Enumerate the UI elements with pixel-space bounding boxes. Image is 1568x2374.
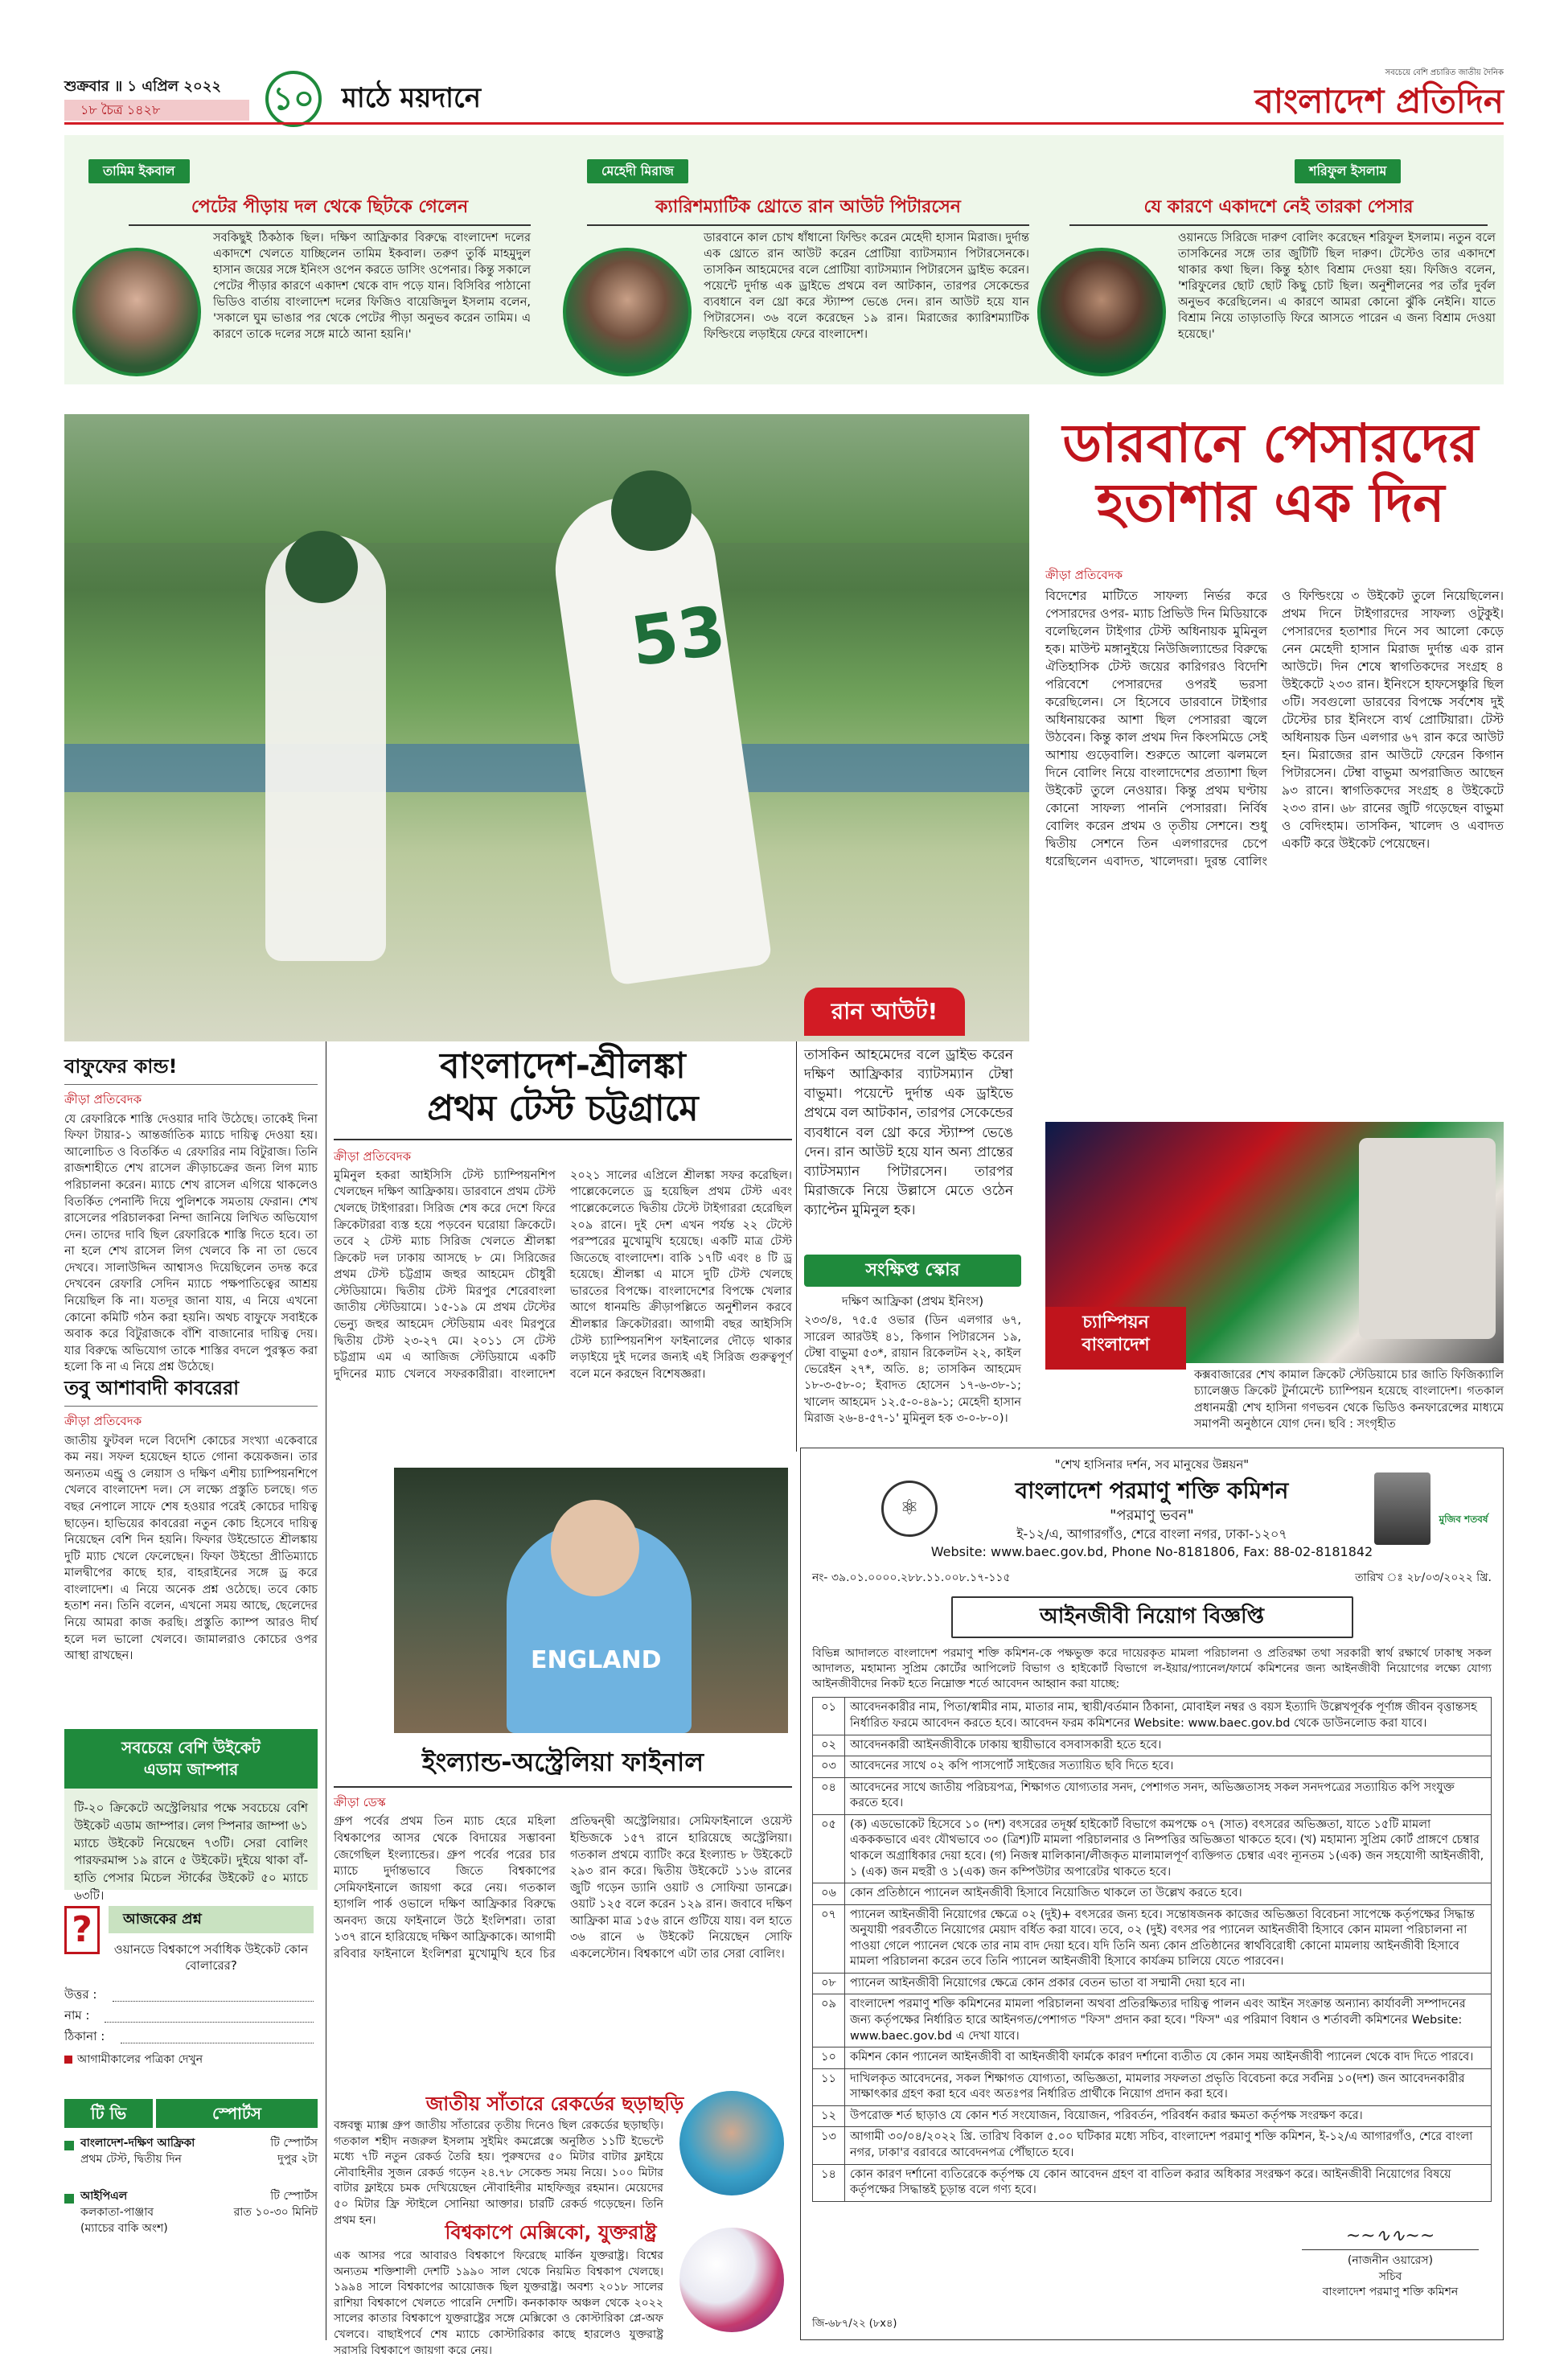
quiz-name-line[interactable] (105, 2022, 314, 2023)
bafufer-byline: ক্রীড়া প্রতিবেদক (64, 1092, 142, 1107)
main-headline-line1: ডারবানে পেসারদের (1062, 413, 1479, 474)
ad-table-row (813, 1994, 1492, 2047)
ad-row-number: ০৮ (813, 1973, 845, 1994)
ad-table-row (813, 2164, 1492, 2201)
football-photo (679, 2228, 784, 2332)
ad-row-number: ১১ (813, 2068, 845, 2105)
most-wickets-title-1: সবচেয়ে বেশি উইকেট (121, 1738, 261, 1757)
tv-item (64, 2189, 318, 2253)
square-icon (64, 2056, 72, 2064)
player-1-cap (285, 531, 358, 603)
wc-title: বিশ্বকাপে মেক্সিকো, যুক্তরাষ্ট্র (445, 2221, 657, 2244)
ad-table (812, 1697, 1492, 2201)
ad-mujib-logo: মুজিব শতবর্ষ (1439, 1514, 1488, 1525)
main-byline: ক্রীড়া প্রতিবেদক (1045, 568, 1123, 582)
champion-label (1045, 1307, 1186, 1370)
quiz-name-label: নাম : (64, 2008, 90, 2023)
ad-row-text: (ক) এডভোকেট হিসেবে ১০ (দশ) বৎসরের তদূর্ধ্ব হাইকোর্ট বিভাগে কমপক্ষে ০৭ (সাত) বৎসরের অভিজ্ঞতা, যাতে ১৫টি মামলা একককভাবে এবং যৌথভাবে ৩০ (ত্রিশ)টি মামলা পরিচালনার ও নিষ্পত্তির অভিজ্ঞতা থাকতে হবে। (খ) মহামান্য সুপ্রিম কোর্ট প্রাঙ্গণে চেম্বার থাকলে অগ্রাধিকার দেয়া হবে। (গ) নিজস্ব মালিকানা/লীজকৃত মালামালপূর্ণ ব্যক্তিগত চেম্বার এবং ন্যূনতম ১(এক) জন সহযোগী আইনজীবী, ১ (এক) জন মহুরী ও ১(এক) জন কম্পিউটার অপারেটর থাকতে হবে। (845, 1814, 1492, 1883)
champion-caption: কক্সবাজারের শেখ কামাল ক্রিকেট স্টেডিয়ামে চার জাতি ফিজিক্যালি চ্যালেঞ্জড ক্রিকেট টুর্নামেন্টে চ্যাম্পিয়ন হয়েছে বাংলাদেশ। গতকাল প্রধানমন্ত্রী শেখ হাসিনা গণভবন থেকে ভিডিও কনফারেন্সের মাধ্যমে সমাপনী অনুষ্ঠানে যোগ দেন। ছবি : সংগৃহীত (1194, 1369, 1504, 1431)
ad-row-text: উপরোক্ত শর্ত ছাড়াও যে কোন শর্ত সংযোজন, বিয়োজন, পরিবর্তন, পরিবর্ধন করার ক্ষমতা কর্তৃপক্ষ সংরক্ষণ করে। (845, 2105, 1492, 2127)
top-title: পেটের পীড়ায় দল থেকে ছিটকে গেলেন (129, 195, 531, 226)
ad-row-number: ০২ (813, 1735, 845, 1756)
tv-item-time: রাত ১০-৩০ মিনিট (233, 2206, 318, 2219)
masthead-tag: সবচেয়ে বেশি প্রচারিত জাতীয় দৈনিক (1385, 68, 1504, 77)
kabaddi-story (64, 1375, 318, 1739)
runout-text: তাসকিন আহমেদের বলে ড্রাইভ করেন দক্ষিণ আফ্রিকার ব্যাটসম্যান টেম্বা বাভুমা। পয়েন্টে দুর্দান্ত এক ড্রাইভে প্রথমে বল আটকান, তারপর সেকেন্ডের ব্যবধানে বল থ্রো করে স্ট্যাম্প ভেঙে দেন। রান আউট হয়ে যান অন্য প্রান্তের ব্যাটসম্যান পিটারসেন। তারপর মিরাজকে নিয়ে উল্লাসে মেতে ওঠেন ক্যাপ্টেন মুমিনুল হক। (804, 1047, 1013, 1218)
quiz-address-label: ঠিকানা : (64, 2029, 105, 2043)
photo-boundary-boards (64, 744, 1029, 792)
ad-row-text: আবেদনকারী আইনজীবীকে ঢাকায় স্থায়ীভাবে বসবাসকারী হতে হবে। (845, 1735, 1492, 1756)
main-headline (1037, 414, 1504, 533)
quiz-note-text: আগামীকালের পত্রিকা দেখুন (77, 2053, 203, 2066)
ad-sig-org: বাংলাদেশ পরমাণু শক্তি কমিশন (1322, 2286, 1459, 2299)
ad-table-row (813, 1973, 1492, 1994)
tv-item-name: আইপিএল (80, 2190, 128, 2203)
swim-story (334, 2091, 792, 2227)
ad-row-text: প্যানেল আইনজীবী নিয়োগের ক্ষেত্রে কোন প্রকার বেতন ভাতা বা সম্মানী দেয়া হবে না। (845, 1973, 1492, 1994)
score-team: দক্ষিণ আফ্রিকা (প্রথম ইনিংস) (841, 1294, 984, 1308)
final-story (334, 1745, 792, 2087)
photo-caption-runout: রান আউট! (804, 988, 965, 1036)
header-rule (64, 122, 1504, 125)
ad-ref: নং- ৩৯.০১.০০০০.২৮৮.১১.০০৮.১৭-১১৫ (812, 1571, 1011, 1584)
top-text: ওয়ানডে সিরিজে দারুণ বোলিং করেছেন শরিফুল ইসলাম। নতুন বলে তাসকিনের সঙ্গে তার জুটিটি ছিল দারুণ। টেস্টেও তার একাদশে থাকার কথা ছিল। কিন্তু হঠাৎ বিশ্রাম দেওয়া হয়। ফিজিও বলেন, 'শরিফুলের ছোট ছোট কিছু চোট ছিল। অনুশীলনের পর তাঁর দুর্বল অনুভব করেছিলেন। এ কারণে আমরা কোনো ঝুঁকি নেইনি। যাতে বিশ্রাম নিয়ে তাড়াতাড়ি ফিরে আসতে পারেন এ জন্য বিশ্রাম দেওয়া হয়েছে।' (1178, 232, 1496, 341)
player-2-cap (611, 470, 692, 551)
page-number (265, 71, 322, 127)
ad-table-row (813, 1735, 1492, 1756)
score-title: সংক্ষিপ্ত স্কোর (865, 1260, 960, 1281)
top-item-miraz (563, 135, 1037, 384)
ad-row-number: ০৪ (813, 1777, 845, 1814)
main-body: বিদেশের মাটিতে সাফল্য নির্ভর করে পেসারদের ওপর- ম্যাচ প্রিভিউ দিন মিডিয়াকে বলেছিলেন টাইগার টেস্ট অধিনায়ক মুমিনুল হক। মাউন্ট মঙ্গানুইয়ে নিউজিল্যান্ডের বিরুদ্ধে ঐতিহাসিক টেস্ট জয়ের কারিগরও বিদেশি পরিবেশে পেসারদের ওপরই ভরসা করেছিলেন। সে হিসেবে ডারবানে টাইগার অধিনায়কের আশা ছিল পেসাররা জ্বলে উঠবেন। কিন্তু কাল প্রথম দিন কিংসমিডে সেই আশায় গুড়েবালি। শুরুতে আলো ঝলমলে দিনে বোলিং নিয়ে বাংলাদেশের প্রত্যাশা ছিল উইকেট তুলে নেওয়ার। কিন্তু প্রথম ঘণ্টায় কোনো সাফল্য পাননি পেসাররা। নির্বিষ বোলিং করেন প্রথম ও তৃতীয় সেশনে। শুধু দ্বিতীয় সেশনে তিন এলগারদের চেপে ধরেছিলেন এবাদত, খালেদরা। দুরন্ত বোলিং ও ফিল্ডিংয়ে ৩ উইকেট তুলে নিয়েছিলেন। প্রথম দিনে টাইগারদের সাফল্য ওটুকুই। পেসারদের হতাশার দিনে সব আলো কেড়ে নেন মেহেদী হাসান মিরাজ দুর্দান্ত এক রান আউটে। দিন শেষে স্বাগতিকদের সংগ্রহ ৪ উইকেটে ২৩৩ রান। ইনিংসে হাফসেঞ্চুরি ছিল ৩টি। সবগুলো ডারবের বিপক্ষে সর্বশেষ দুই টেস্টের চার ইনিংসে ব্যর্থ প্রোটিয়ারা। টেস্ট অধিনায়ক ডিন এলগার ৬৭ রান করে আউট হন। মিরাজের রান আউটে ফেরেন কিগান পিটারসেন। টেম্বা বাভুমা অপরাজিত আছেন ৯৩ রানে। স্বাগতিকদের সংগ্রহ ৪ উইকেটে ২৩৩ রান। ৬৮ রানের জুটি গড়েছেন বাভুমা ও বেদিংহাম। তাসকিন, খালেদ ও এবাদত একটি করে উইকেট পেয়েছেন। (1045, 589, 1504, 869)
swimmer-photo (679, 2091, 784, 2195)
bafufer-story (64, 1054, 318, 1374)
ad-row-text: দাখিলকৃত আবেদনের, সকল শিক্ষাগত যোগ্যতা, অভিজ্ঞতা, মামলার সফলতা প্রভৃতি বিবেচনা করে সর্বনিম্ন ১০(দশ) জন আবেদনকারীর সাক্ষাৎকার গ্রহণ করা হবে এবং অতঃপর নির্ধারিত প্রার্থীকে নিয়োগ প্রদান করা হবে। (845, 2068, 1492, 2105)
kabaddi-text: জাতীয় ফুটবল দলে বিদেশি কোচের সংখ্যা একেবারে কম নয়। সফল হয়েছেন হাতে গোনা কয়েকজন। তার অন্যতম এন্ড্রু ও লেয়াস ও দক্ষিণ এশীয় চ্যাম্পিয়নশিপে খেলবে বাংলাদেশ দল। সে লক্ষ্যে প্রস্তুতি চলছে। গত বছর নেপালে সাফে শেষ হওয়ার পরেই কোচের দায়িত্ব ছাড়েন। হাভিয়ের কাবরেরা নতুন কোচ হিসেবে দায়িত্ব নিয়েছেন বেশি দিন হয়নি। ফিফার উইন্ডোতে শ্রীলঙ্কায় দুটি ম্যাচ খেলে ফেলেছেন। ফিফা উইন্ডো প্রীতিম্যাচে মালদ্বীপের কাছে হার, বাহরাইনের সঙ্গে ড্র করে বাংলাদেশ। এ নিয়ে অনেক প্রশ্ন ওঠেছে। তবে কোচ হতাশ নন। তিনি বলেন, এখনো সময় আছে, ছেলেদের নিয়ে আমরা কাজ করছি। প্রস্তুতি ক্যাম্প আরও দীর্ঘ হলে দল ভালো খেলবে। জামালরাও কোচের ওপর আস্থা রাখছেন। (64, 1434, 318, 1663)
ad-row-text: কোন কারণ দর্শানো ব্যতিরেকে কর্তৃপক্ষ যে কোন আবেদন গ্রহণ বা বাতিল করার অধিকার সংরক্ষণ করে। আইনজীবী নিয়োগের বিষয়ে কর্তৃপক্ষের সিদ্ধান্তই চূড়ান্ত বলে গণ্য হবে। (845, 2164, 1492, 2201)
ad-table-row (813, 1756, 1492, 1778)
ad-address: ই-১২/এ, আগারগাঁও, শেরে বাংলা নগর, ঢাকা-১২০৭ (1016, 1526, 1287, 1542)
srl-byline: ক্রীড়া প্রতিবেদক (334, 1148, 412, 1164)
tv-item-name: বাংলাদেশ-দক্ষিণ আফ্রিকা (80, 2137, 195, 2150)
quiz-title: আজকের প্রশ্ন (123, 1910, 202, 1928)
ad-bhaban: "পরমাণু ভবন" (1110, 1507, 1194, 1525)
ad-row-number: ০৭ (813, 1904, 845, 1973)
top-name-tag: তামিম ইকবাল (88, 159, 190, 183)
ad-table-row (813, 1883, 1492, 1905)
jersey-text: ENGLAND (531, 1646, 662, 1674)
tv-item-sub: কলকাতা-পাঞ্জাব (80, 2206, 154, 2219)
section-title: মাঠে ময়দানে (342, 82, 481, 114)
score-title-bar (804, 1255, 1021, 1287)
tv-item-sub2: (ম্যাচের বাকি অংশ) (80, 2222, 168, 2235)
header-date2: ১৮ চৈত্র ১৪২৮ (80, 102, 161, 117)
tv-header (64, 2099, 318, 2128)
advertisement (800, 1448, 1504, 2340)
ad-table-row (813, 2127, 1492, 2164)
most-wickets-title-2: এডাম জাম্পার (143, 1760, 239, 1779)
ad-intro: বিভিন্ন আদালতে বাংলাদেশ পরমাণু শক্তি কমিশন-কে পক্ষভুক্ত করে দায়েরকৃত মামলা পরিচালনা ও প্রতিরক্ষা তথা সরকারী স্বার্থ রক্ষার্থে ঢাকাস্থ সকল আদালত, মহামান্য সুপ্রিম কোর্টের আপিলেট বিভাগ ও হাইকোর্ট বিভাগে ল-ইয়ার/প্যানেল/ফার্মে কমিশনের জন্য আইনজীবী নিয়োগের লক্ষ্যে যোগ্য আইনজীবীদের নিকট হতে নিম্নোক্ত শর্তে আবেদন আহ্বান করা যাচ্ছে: (812, 1646, 1492, 1691)
ad-emblem-icon: ⚛ (881, 1481, 938, 1537)
ad-row-number: ০১ (813, 1698, 845, 1735)
page-number-text: ১০ (273, 80, 314, 117)
ad-row-text: আগামী ৩০/০৪/২০২২ খ্রি. তারিখ বিকাল ৫.০০ ঘটিকার মধ্যে সচিব, বাংলাদেশ পরমাণু শক্তি কমিশন, ই-১২/এ আগারগাঁও, শেরে বাংলা নগর, ঢাকা'র বরাবরে আবেদনপত্র পৌঁছাতে হবে। (845, 2127, 1492, 2164)
top-item-shariful (1037, 135, 1504, 384)
ad-table-row (813, 2047, 1492, 2069)
jersey-number: 53 (626, 590, 731, 682)
photo-background (64, 414, 1029, 543)
champion-label-2: বাংলাদেশ (1082, 1334, 1150, 1355)
ad-row-number: ০৩ (813, 1756, 845, 1778)
ad-table-row (813, 1777, 1492, 1814)
ad-table-row (813, 2105, 1492, 2127)
bafufer-text: যে রেফারিকে শাস্তি দেওয়ার দাবি উঠেছে। তাকেই দিনা ফিফা টায়ার-১ আন্তর্জাতিক ম্যাচে দায়িত্ব দেওয়া হয়। আলোচিত ও বিতর্কিত এ রেফারির নাম বিটুরাজ। তিনি রাজশাহীতে শেখ রাসেল ক্রীড়াচক্রের জন্য লিগ ম্যাচ পরিচালনা করেন। ম্যাচে শেখ রাসেল এগিয়ে থাকলেও বিতর্কিত পেনাল্টি দিয়ে পুলিশকে সমতায় ফেরান। শেখ রাসেলের পরিচালকরা নিন্দা জানিয়ে লিখিত অভিযোগ দেন। তাদের দাবি ছিল রেফারিকে শাস্তি দিতে হবে। তা না হলে শেখ রাসেল লিগ খেলবে কি না তা ভেবে দেখবে। সালাউদ্দিন আশ্বাসও দিয়েছিলেন তদন্ত করে দেখবেন রেফারি সেদিন ম্যাচে পক্ষপাতিত্বের আশ্রয় নিয়েছিল কি না। যতদূর জানা যায়, এ নিয়ে এখনো কোনো কমিটি গঠন করা হয়নি। অথচ বাফুফে সবাইকে অবাক করে বিটুরাজকে বাঁশি বাজানোর দায়িত্ব দেয়। যার বিরুদ্ধে অভিযোগ তাকে শাস্তির বদলে পুরস্কৃত করা হলো কি না এ নিয়ে প্রশ্ন উঠেছে। (64, 1112, 318, 1374)
quiz-title-bar (109, 1906, 314, 1933)
ad-title: আইনজীবী নিয়োগ বিজ্ঞপ্তি (951, 1596, 1353, 1637)
ad-ref-row (812, 1571, 1492, 1586)
header (64, 68, 1504, 127)
ad-row-text: আবেদনের সাথে জাতীয় পরিচয়পত্র, শিক্ষাগত যোগ্যতার সনদ, পেশাগত সনদ, অভিজ্ঞতাসহ সকল সনদপত্রের সত্যায়িত কপি সংযুক্ত করতে হবে। (845, 1777, 1492, 1814)
final-byline: ক্রীড়া ডেস্ক (334, 1795, 386, 1810)
ad-sig-name: (নাজনীন ওয়ারেস) (1347, 2254, 1434, 2268)
ad-row-number: ১৪ (813, 2164, 845, 2201)
tv-title: টি ভি (64, 2099, 153, 2128)
tv-bullet-icon (64, 2141, 74, 2150)
score-text: ২৩৩/৪, ৭৫.৫ ওভার (ডিন এলগার ৬৭, সারেল আরউই ৪১, কিগান পিটারসেন ১৯, টেম্বা বাভুমা ৫৩*, রায়ান রিকেলটন ২২, কাইল ভেরেইন ২৭*, অতি. ৪; তাসকিন আহমেদ ১৮-৩-৫৮-০; ইবাদত হোসেন ১৭-৬-৩৮-১; খালেদ আহমেদ ১২.৫-০-৪৯-১; মেহেদী হাসান মিরাজ ২৬-৪-৫৭-১' মুমিনুল হক ৩-০-৮-০)। (804, 1314, 1021, 1426)
quiz-note (64, 2052, 203, 2068)
swim-text: বঙ্গবন্ধু ম্যাক্স গ্রুপ জাতীয় সাঁতারের তৃতীয় দিনেও ছিল রেকর্ডের ছড়াছড়ি। গতকাল শহীদ নজরুল ইসলাম সুইমিং কমপ্লেক্সে অনুষ্ঠিত ১১টি ইভেন্টে মধ্যে ৭টি নতুন রেকর্ড তৈরি হয়। পুরুষদের ৫০ মিটার বাটার ফ্লাইয়ে নৌবাহিনীর সুজন রেকর্ড গড়েন ২৪.৭৮ সেকেন্ড সময় নিয়ে। ১০০ মিটার বাটার ফ্লাইয়ে চমক দেখিয়েছেন নৌবাহিনীর মাহফিজুর রহমান। মেয়েদের ৫০ মিটার ফ্রি স্টাইলে সোনিয়া আক্তার। চারটি রেকর্ড গড়েছেন। তিনি প্রথম হন। (334, 2119, 663, 2227)
signature-scribble: ~~∿∿~~ (1302, 2224, 1479, 2250)
tv-bullet-icon (64, 2194, 74, 2204)
wc-story (334, 2220, 792, 2357)
tv-item-channel: টি স্পোর্টস (270, 2137, 318, 2150)
ad-table-row (813, 1904, 1492, 1973)
tv-item (64, 2136, 318, 2186)
top-text: সবকিছুই ঠিকঠাক ছিল। দক্ষিণ আফ্রিকার বিরুদ্ধে বাংলাদেশ দলের একাদশে খেলতে যাচ্ছিলেন তামিম ইকবাল। তরুণ তুর্কি মাহমুদুল হাসান জয়ের সঙ্গে ইনিংস ওপেন করতে ডাসিং ওপেনার। কিন্তু সকালে পেটের পীড়ার কারণে একাদশ থেকে বাদ পড়ে যান। বিসিবির পাঠানো ভিডিও বার্তায় বাংলাদেশ দলের ফিজিও বায়েজিদুল ইসলাম বলেন, 'সকালে ঘুম ভাঙার পর থেকে পেটের পীড়া অনুভব করেন তামিম। এ কারণে তাকে দলের সঙ্গে মাঠে আনা হয়নি।' (213, 232, 531, 341)
main-headline-line2: হতাশার এক দিন (1096, 471, 1445, 534)
ad-portrait (1374, 1472, 1430, 1545)
ad-row-number: ১০ (813, 2047, 845, 2069)
top-text: ডারবানে কাল চোখ ধাঁধানো ফিল্ডিং করেন মেহেদী হাসান মিরাজ। দুর্দান্ত এক থ্রোতে রান আউট করেন প্রোটিয়া ব্যাটসম্যান পিটারসেনকে। তাসকিন আহমেদের বলে প্রোটিয়া ব্যাটসম্যান পিটারসেন ড্রাইভ করেন। পয়েন্টে দুর্দান্ত এক ড্রাইভে প্রথমে বল আটকান, তারপর সেকেন্ডের ব্যবধানে বল থ্রো করে স্ট্যাম্প ভেঙে দেন। রান আউট হয়ে যান পিটারসেন। ৩৬ বলে করেছেন ১৯ রান। মিরাজের ক্যারিশম্যাটিক ফিল্ডিংয়ে লড়াইয়ে ফেরে বাংলাদেশ। (704, 232, 1029, 341)
player-face (551, 1500, 639, 1596)
ad-web: Website: www.baec.gov.bd, Phone No-8181806, Fax: 88-02-8181842 (930, 1543, 1373, 1559)
most-wickets-title (64, 1729, 318, 1789)
ad-date: তারিখ ঃ ২৮/০৩/২০২২ খ্রি. (1355, 1571, 1492, 1584)
ad-table-row (813, 1814, 1492, 1883)
quiz-question: ওয়ানডে বিশ্বকাপে সর্বাধিক উইকেট কোন বোলারের? (113, 1942, 309, 1974)
ad-org: বাংলাদেশ পরমাণু শক্তি কমিশন (1015, 1477, 1289, 1505)
srl-test-story (334, 1045, 792, 1417)
tv-item-channel: টি স্পোর্টস (270, 2190, 318, 2203)
tv-box (64, 2099, 318, 2260)
top-item-tamim (64, 135, 539, 384)
ad-row-text: কোন প্রতিষ্ঠানে প্যানেল আইনজীবী হিসাবে নিয়োজিত থাকলে তা উল্লেখ করতে হবে। (845, 1883, 1492, 1905)
ad-table-row (813, 2068, 1492, 2105)
ad-row-number: ০৬ (813, 1883, 845, 1905)
ad-row-number: ০৯ (813, 1994, 845, 2047)
ad-row-number: ০৫ (813, 1814, 845, 1883)
top-title: যে কারণে একাদশে নেই তারকা পেসার (1069, 195, 1488, 226)
shariful-photo (1037, 248, 1166, 376)
srl-text: মুমিনুল হকরা আইসিসি টেস্ট চ্যাম্পিয়নশিপ খেলছেন দক্ষিণ আফ্রিকায়। ডারবানে প্রথম টেস্ট খেলছে টাইগাররা। সিরিজ শেষ করে দেশে ফিরে ক্রিকেটাররা ব্যস্ত হয়ে পড়বেন ঘরোয়া ক্রিকেটে। তবে ২ টেস্ট ম্যাচ সিরিজ খেলতে শ্রীলঙ্কা ক্রিকেট দল ঢাকায় আসছে ৮ মে। সিরিজের প্রথম টেস্ট চট্টগ্রাম জহুর আহমেদ চৌধুরী স্টেডিয়ামে। দ্বিতীয় টেস্ট মিরপুর শেরেবাংলা জাতীয় স্টেডিয়ামে। ১৫-১৯ মে প্রথম টেস্টের ভেন্যু জহুর আহমেদ স্টেডিয়াম এবং মিরপুরে দ্বিতীয় টেস্ট ২৩-২৭ মে। ২০১১ সে টেস্ট চট্টগ্রাম এম এ আজিজ স্টেডিয়ামে একটি দুদিনের ম্যাচ খেলবে সফরকারীরা। বাংলাদেশ ২০২১ সালের এপ্রিলে শ্রীলঙ্কা সফর করেছিল। পাল্লেকেলেতে ড্র হয়েছিল প্রথম টেস্ট এবং পাল্লেকেলেতে দ্বিতীয় টেস্টে টাইগাররা হেরেছিল ২০৯ রানে। দুই দেশ এখন পর্যন্ত ২২ টেস্টে পরস্পরের মুখোমুখি হয়েছে। একটি মাত্র টেস্ট জিতেছে বাংলাদেশ। বাকি ১৭টি এবং ৪ টি ড্র হয়েছে। শ্রীলঙ্কা এ মাসে দুটি টেস্ট খেলছে ভারতের বিপক্ষে। বাংলাদেশের বিপক্ষে খেলার আগে ধানমন্ডি ক্রীড়াপল্লিতে অনুশীলন করবে শ্রীলঙ্কার ক্রিকেটাররা। আগামী বছর আইসিসি টেস্ট চ্যাম্পিয়নশিপ ফাইনালের দৌড়ে থাকার লড়াইয়ে দুই দলের জন্যই এই সিরিজ গুরুত্বপূর্ণ বলে মনে করছেন বিশেষজ্ঞরা। (334, 1169, 792, 1381)
most-wickets-text: টি-২০ ক্রিকেটে অস্ট্রেলিয়ার পক্ষে সবচেয়ে বেশি উইকেট এডাম জাম্পার। লেগ স্পিনার জাম্পা ৬১ ম্যাচে উইকেট নিয়েছেন ৭৩টি। সেরা বোলিং পারফরমান্স ১৯ রানে ৫ উইকেট। দুইয়ে থাকা বাঁ-হাতি পেসার মিচেল স্টার্কের উইকেট ৫০ ম্যাচে ৬৩টি। (74, 1801, 308, 1903)
main-photo-celebration (64, 414, 1029, 1041)
bafufer-title: বাফুফের কান্ড! (64, 1054, 318, 1085)
ad-slogan: "শেখ হাসিনার দর্শন, সব মানুষের উন্নয়ন" (1054, 1457, 1250, 1472)
champion-label-1: চ্যাম্পিয়ন (1082, 1312, 1149, 1333)
header-date: শুক্রবার ॥ ১ এপ্রিল ২০২২ (64, 78, 222, 95)
top-name-tag: শরিফুল ইসলাম (1295, 159, 1401, 183)
srl-title-1: বাংলাদেশ-শ্রীলঙ্কা (440, 1045, 686, 1086)
final-text: গ্রুপ পর্বের প্রথম তিন ম্যাচ হেরে মহিলা বিশ্বকাপের আসর থেকে বিদায়ের সম্ভাবনা জেগেছিল ইংল্যান্ডের। গ্রুপ পর্বের পরের চার ম্যাচে দুর্দান্তভাবে জিতে বিশ্বকাপের সেমিফাইনালে জায়গা করে নেয়। গতকাল হ্যাগলি পার্ক ওভালে দক্ষিণ আফ্রিকার বিরুদ্ধে অনবদ্য জয়ে ফাইনালে উঠে ইংলিশরা। তারা ১৩৭ রানে হারিয়েছে দক্ষিণ আফ্রিকাকে। আগামী রবিবার ফাইনালে ইংলিশরা মুখোমুখি হবে চির প্রতিদ্বন্দ্বী অস্ট্রেলিয়ার। সেমিফাইনালে ওয়েস্ট ইন্ডিজকে ১৫৭ রানে হারিয়েছে অস্ট্রেলিয়া। গতকাল প্রথমে ব্যাটিং করে ইংল্যান্ড ৮ উইকেটে ২৯৩ রান করে। দ্বিতীয় উইকেটে ১১৬ রানের জুটি গড়েন ড্যানি ওয়াট ও সোফিয়া ডানক্লে। ওয়াট ১২৫ বলে করেন ১২৯ রান। জবাবে দক্ষিণ আফ্রিকা মাত্র ১৫৬ রানে গুটিয়ে যায়। বল হাতে ৩৬ রানে ৬ উইকেট নিয়েছেন সোফি একলেস্টোন। বিশ্বকাপে এটা তার সেরা বোলিং। (334, 1815, 792, 1961)
miraz-photo (563, 248, 692, 376)
quiz-icon: ? (64, 1906, 100, 1954)
tv-item-time: দুপুর ২টা (277, 2153, 318, 2166)
top-title: ক্যারিশম্যাটিক থ্রোতে রান আউট পিটারসেন (587, 195, 1029, 226)
tv-sports: স্পোর্টস (156, 2099, 318, 2128)
player-2 (546, 486, 773, 986)
ad-sig-title: সচিব (1378, 2269, 1402, 2283)
tamim-photo (72, 248, 201, 376)
quiz-answer-label: উত্তর : (64, 1987, 97, 2002)
ad-row-text: বাংলাদেশ পরমাণু শক্তি কমিশনের মামলা পরিচালনা অথবা প্রতিরক্ষিত্যর দায়িত্ব পালন এবং আইন সংক্রান্ত অন্যান্য কার্যাবলী সম্পাদনের জন্য কর্তৃপক্ষের নির্ধারিত হারে আইনগত/পেশাগত "ফিস" প্রদান করা হবে। "ফিস" এর পরিমাণ বিধান ও শর্তাবলী কমিশনের Website: www.baec.gov.bd এ দেখা যাবে। (845, 1994, 1492, 2047)
ad-row-text: প্যানেল আইনজীবী নিয়োগের ক্ষেত্রে ০২ (দুই)+ বৎসরের জন্য হবে। সন্তোষজনক কাজের অভিজ্ঞতা বিবেচনা সাপেক্ষে কর্তৃপক্ষের সিদ্ধান্ত অনুযায়ী পরবর্তীতে নিয়োগের মেয়াদ বর্ধিত করা যাবে। তবে, ০২ (দুই) বৎসর পর প্যানেল আইনজীবী হিসাবে কোন মামলা পরিচালনা না পাওয়া গেলে প্যানেল থেকে তার নাম বাদ দেয়া হবে। যদি তিনি অন্য কোন প্রতিষ্ঠানের স্বার্থবিরোধী কোনো মামলায় আইনজীবী হিসাবে মামলা পরিচালনা করেন তবে তিনি প্যানেল আইনজীবী হিসাবে কার্যক্রম চালিয়ে যেতে পারবেন। (845, 1904, 1492, 1973)
quiz-answer-line[interactable] (113, 2001, 314, 2002)
kabaddi-title: তবু আশাবাদী কাবরেরা (64, 1375, 318, 1407)
kabaddi-byline: ক্রীড়া প্রতিবেদক (64, 1414, 142, 1429)
england-player-photo (394, 1468, 788, 1733)
ad-row-number: ১২ (813, 2105, 845, 2127)
tv-item-sub: প্রথম টেস্ট, দ্বিতীয় দিন (80, 2153, 182, 2166)
screen-portrait (1359, 1138, 1496, 1339)
wc-text: এক আসর পরে আবারও বিশ্বকাপে ফিরেছে মার্কিন যুক্তরাষ্ট্র। বিশ্বের অন্যতম শক্তিশালী দেশটি ১৯৯০ সাল থেকে নিয়মিত বিশ্বকাপ খেলছে। ১৯৯৪ সালে বিশ্বকাপের আয়োজক ছিল যুক্তরাষ্ট্র। অবশ্য ২০১৮ সালের রাশিয়া বিশ্বকাপে খেলতে পারেনি দেশটি। কনকাকাফ অঞ্চল থেকে ২০২২ সালের কাতার বিশ্বকাপে যুক্তরাষ্ট্রের সঙ্গে মেক্সিকো ও কোস্টারিকা প্লে-অফ খেলবে। বাছাইপর্বে শেষ ম্যাচে কোস্টারিকার কাছে হারলেও যুক্তরাষ্ট্র সরাসরি বিশ্বকাপে জায়গা করে নেয়। (334, 2249, 663, 2357)
final-title: ইংল্যান্ড-অস্ট্রেলিয়া ফাইনাল (334, 1745, 792, 1788)
masthead-logo: বাংলাদেশ প্রতিদিন (1254, 81, 1504, 121)
ad-table-row (813, 1698, 1492, 1735)
ad-row-text: আবেদনকারীর নাম, পিতা/স্বামীর নাম, মাতার নাম, স্থায়ী/বর্তমান ঠিকানা, মোবাইল নম্বর ও বয়স ইত্যাদি উল্লেখপূর্বক পূর্ণাঙ্গ জীবন বৃত্তান্তসহ নির্ধারিত ফরমে আবেদন করতে হবে। আবেদন ফরম কমিশনের Website: www.baec.gov.bd থেকে ডাউনলোড করা যাবে। (845, 1698, 1492, 1735)
swim-title: জাতীয় সাঁতারে রেকর্ডের ছড়াছড়ি (425, 2093, 684, 2115)
ad-signature (1302, 2224, 1479, 2301)
srl-title-2: প্রথম টেস্ট চট্টগ্রামে (334, 1088, 792, 1140)
score-box (804, 1255, 1021, 1440)
ad-row-number: ১৩ (813, 2127, 845, 2164)
ad-code: জি-৬৮৭/২২ (৮x৪) (812, 2318, 897, 2331)
most-wickets-box (64, 1729, 318, 1903)
separator-mid (796, 1041, 797, 1452)
top-name-tag: মেহেদী মিরাজ (587, 159, 688, 183)
ad-row-text: কমিশন কোন প্যানেল আইনজীবী বা আইনজীবী ফার্মকে কারণ দর্শানো ব্যতীত যে কোন সময় আইনজীবী প্যানেল থেকে বাদ দিতে পারবে। (845, 2047, 1492, 2069)
quiz-box (64, 1906, 318, 2067)
ad-row-text: আবেদনের সাথে ০২ কপি পাসপোর্ট সাইজের সত্যায়িত ছবি দিতে হবে। (845, 1756, 1492, 1778)
